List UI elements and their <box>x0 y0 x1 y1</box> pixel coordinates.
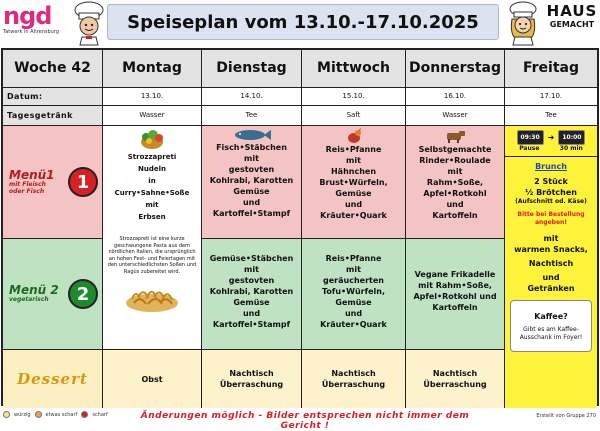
menu1-wednesday-line: Hähnchen <box>330 167 377 176</box>
date-label: Datum: <box>3 88 103 106</box>
vegetable-icon <box>137 128 167 150</box>
monday-dish-line: Nudeln <box>138 165 166 173</box>
menu1-tuesday-line: Kartoffel•Stampf <box>212 209 291 218</box>
menu2-tuesday-line: und <box>242 309 261 318</box>
menu2-tuesday-line: mit <box>244 265 259 274</box>
menu2-wednesday-line: Reis•Pfanne <box>325 254 382 263</box>
menu2-tuesday-line: gestovten <box>228 276 275 285</box>
mild-spice-icon <box>3 411 10 418</box>
creator-credit: Erstellt von Gruppe 270 <box>536 413 596 419</box>
monday-dish-description: Strozzapreti ist eine kurze geschwungene Pasta aus dem nördlichen Italien, die ursprünglich an hohen Fest- und Feiertagen mit den unterschiedlichsten Soßen und Ragùs zubereitet wird. <box>107 236 197 275</box>
spice-legend <box>3 411 108 418</box>
dessert-wednesday: Nachtisch Überraschung <box>302 350 406 408</box>
menu1-thursday-line: Rahm•Soße, <box>426 178 484 187</box>
menu2-wednesday-line: Gemüse <box>335 298 372 307</box>
menu2-number-badge: 2 <box>68 279 98 309</box>
page-footer <box>0 408 600 431</box>
monday-special-cell <box>103 126 202 350</box>
brunch-title: Brunch <box>535 162 567 171</box>
drink-tuesday: Tee <box>202 106 302 126</box>
day-header-monday: Montag <box>103 50 202 88</box>
friday-divider <box>505 156 597 157</box>
menu1-number-badge: 1 <box>68 167 98 197</box>
pasta-icon <box>122 279 182 313</box>
monday-dish-line: Strozzapreti <box>127 153 177 161</box>
menu1-wednesday-line: Gemüse <box>335 189 372 198</box>
menu1-tuesday-line: Kohlrabi, Karotten <box>209 176 294 185</box>
dessert-thursday: Nachtisch Überraschung <box>406 350 505 408</box>
menu2-thursday-line: mit Rahm•Soße, <box>418 281 492 290</box>
monday-dish-line: mit <box>145 201 159 209</box>
date-tuesday: 14.10. <box>202 88 302 106</box>
dessert-label: Dessert <box>3 350 103 408</box>
menu2-subtitle: vegetarisch <box>9 296 49 303</box>
menu1-tuesday-line: Gemüse <box>233 187 270 196</box>
menu2-thursday <box>406 239 505 350</box>
menu2-thursday-line: Kartoffeln <box>432 303 478 312</box>
menu2-tuesday <box>202 239 302 350</box>
friday-pause-labels <box>509 145 593 153</box>
menu1-tuesday-line: Fisch•Stäbchen <box>216 143 287 152</box>
hausgemacht-logo-line2: GEMACHT <box>549 20 595 29</box>
menu1-thursday <box>406 126 505 239</box>
drink-friday: Tee <box>505 106 597 126</box>
kaffee-box <box>510 300 592 352</box>
menu2-label <box>3 239 103 350</box>
chef-illustration-icon <box>70 1 108 45</box>
menu1-label <box>3 126 103 239</box>
menu1-wednesday-line: Brust•Würfeln, <box>319 178 388 187</box>
menu2-thursday-line: Vegane Frikadelle <box>414 270 496 279</box>
menu1-tuesday <box>202 126 302 239</box>
page-title-box <box>107 4 499 40</box>
date-monday: 13.10. <box>103 88 202 106</box>
page-header <box>0 0 600 46</box>
brunch-line: 2 Stück <box>534 177 568 186</box>
legend-item: würzig <box>14 411 31 418</box>
day-header-friday: Freitag <box>505 50 597 88</box>
friday-pause-times <box>509 130 593 145</box>
menu2-tuesday-line: Gemüse•Stäbchen <box>209 254 294 263</box>
date-wednesday: 15.10. <box>302 88 406 106</box>
chef-girl-illustration-icon <box>504 1 542 45</box>
ngd-logo-word: ngd <box>3 2 52 30</box>
legend-item: scharf <box>92 411 108 418</box>
day-header-thursday: Donnerstag <box>406 50 505 88</box>
menu2-tuesday-line: Kartoffel•Stampf <box>212 320 291 329</box>
brunch-line-small: (Aufschnitt od. Käse) <box>515 198 587 205</box>
menu1-wednesday-line: Kräuter•Quark <box>320 211 387 220</box>
menu2-wednesday <box>302 239 406 350</box>
week-label: Woche 42 <box>3 50 103 88</box>
menu2-tuesday-line: Gemüse <box>233 298 270 307</box>
snack-line: und <box>542 273 560 282</box>
menu1-wednesday-line: Reis•Pfanne <box>325 145 382 154</box>
kaffee-question: Kaffee? <box>534 311 568 321</box>
menu2-title: Menü 2 <box>9 283 59 297</box>
monday-dish-line: in <box>148 177 156 185</box>
friday-brunch-cell <box>505 126 597 408</box>
hausgemacht-logo <box>545 3 599 43</box>
menu1-thursday-line: mit <box>447 167 463 176</box>
fish-icon <box>232 128 272 142</box>
dessert-monday: Obst <box>103 350 202 408</box>
menu1-thursday-line: Kartoffeln <box>432 211 478 220</box>
cow-icon <box>444 128 466 144</box>
medium-spice-icon <box>35 411 42 418</box>
pause-end-time: 10:00 <box>558 130 585 145</box>
snack-line: Getränken <box>527 284 575 293</box>
hausgemacht-logo-line1: HAUS <box>546 2 598 20</box>
hot-chili-icon <box>81 411 88 418</box>
pause-duration: 30 min <box>559 145 583 152</box>
snack-line: mit <box>543 234 559 243</box>
monday-dish-line: Curry•Sahne•Soße <box>114 189 190 197</box>
snack-line: Nachtisch <box>528 259 574 268</box>
menu2-wednesday-line: Tofu•Würfeln, <box>321 287 386 296</box>
menu1-thursday-line: Rinder•Roulade <box>419 156 491 165</box>
ngd-logo-subtitle: Tatwerk in Ahrensburg <box>3 29 59 35</box>
menu-table <box>1 48 599 406</box>
drink-thursday: Wasser <box>406 106 505 126</box>
ngd-logo <box>3 3 63 43</box>
monday-dish-line: Erbsen <box>138 213 166 221</box>
menu1-thursday-line: und <box>446 200 464 209</box>
chicken-icon <box>345 128 363 144</box>
day-header-wednesday: Mittwoch <box>302 50 406 88</box>
menu1-wednesday <box>302 126 406 239</box>
menu2-thursday-line: Apfel•Rotkohl und <box>413 292 497 301</box>
kaffee-text: Gibt es am Kaffee-Ausschank im Foyer! <box>519 325 583 341</box>
day-header-tuesday: Dienstag <box>202 50 302 88</box>
menu1-wednesday-line: und <box>344 200 363 209</box>
dessert-tuesday: Nachtisch Überraschung <box>202 350 302 408</box>
menu1-thursday-line: Apfel•Rotkohl <box>423 189 487 198</box>
drink-monday: Wasser <box>103 106 202 126</box>
order-note: Bitte bei Bestellung angeben! <box>517 211 585 226</box>
brunch-line: ½ Brötchen <box>525 188 577 197</box>
drink-label: Tagesgetränk <box>3 106 103 126</box>
pause-start-time: 09:30 <box>517 130 544 145</box>
menu1-tuesday-line: mit <box>244 154 259 163</box>
menu1-thursday-line: Selbstgemachte <box>418 145 492 154</box>
menu1-tuesday-line: gestovten <box>228 165 275 174</box>
page-title: Speiseplan vom 13.10.-17.10.2025 <box>127 11 479 33</box>
drink-wednesday: Saft <box>302 106 406 126</box>
menu2-wednesday-line: geräucherten <box>323 276 384 285</box>
menu2-tuesday-line: Kohlrabi, Karotten <box>209 287 294 296</box>
date-friday: 17.10. <box>505 88 597 106</box>
menu2-wednesday-line: mit <box>346 265 361 274</box>
menu1-wednesday-line: mit <box>346 156 361 165</box>
menu2-wednesday-line: und <box>344 309 363 318</box>
arrow-right-icon: ➜ <box>547 133 555 142</box>
menu1-subtitle: mit Fleisch oder Fisch <box>9 180 46 195</box>
snack-line: warmen Snacks, <box>514 245 588 254</box>
menu1-title: Menü1 <box>9 167 55 182</box>
legend-item: etwas scharf <box>45 411 78 418</box>
menu1-tuesday-line: und <box>242 198 261 207</box>
pause-label: Pause <box>519 145 540 152</box>
change-notice: Änderungen möglich - Bilder entsprechen nicht immer dem Gericht ! <box>140 411 470 431</box>
menu2-wednesday-line: Kräuter•Quark <box>320 320 387 329</box>
date-thursday: 16.10. <box>406 88 505 106</box>
